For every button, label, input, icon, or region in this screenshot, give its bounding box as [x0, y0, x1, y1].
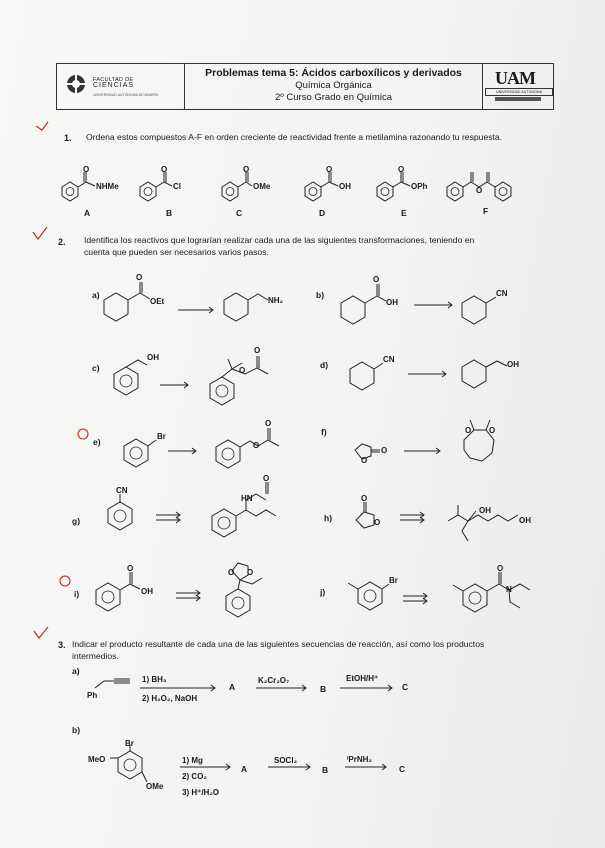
q2-item-g-label: g): [72, 516, 81, 526]
q3-number: 3.: [58, 640, 66, 650]
q2g-carbonyl-o: O: [263, 474, 270, 483]
compound-c-label: C: [236, 208, 243, 218]
q2g-start-group: CN: [116, 486, 128, 495]
q2-item-i-label: i): [74, 589, 80, 599]
q2-item-h-label: h): [324, 513, 333, 523]
q3a-product-c: C: [402, 682, 409, 692]
q2i-start-group: OH: [141, 587, 153, 596]
compound-a-label: A: [84, 208, 91, 218]
q2j-start-group: Br: [389, 576, 398, 585]
q3b-product-c: C: [399, 764, 406, 774]
q2e-carbonyl-o: O: [265, 419, 272, 428]
compound-f-group: O: [476, 186, 483, 195]
q2h-ring-o: O: [374, 518, 381, 527]
compound-c-carbonyl-o: O: [243, 165, 250, 174]
q3b-intermediate-a: A: [241, 764, 248, 774]
compound-c-group: OMe: [253, 182, 271, 191]
q2b-start-group: OH: [386, 298, 398, 307]
q3-text-line2: intermedios.: [72, 651, 119, 661]
q2e-start-group: Br: [157, 432, 166, 441]
compound-b-carbonyl-o: O: [161, 165, 168, 174]
q2b-carbonyl-o: O: [373, 275, 380, 284]
compound-d-label: D: [319, 208, 326, 218]
document-subtitle: Química Orgánica: [295, 80, 372, 91]
q2c-carbonyl-o: O: [254, 346, 261, 355]
q3b-step1-line3: 3) H⁺/H₂O: [182, 788, 220, 797]
q3a-intermediate-b: B: [320, 684, 327, 694]
q3b-label: b): [72, 725, 81, 735]
q2a-start-group: OEt: [150, 297, 165, 306]
q2f-carbonyl-o: O: [381, 446, 388, 455]
compound-f-label: F: [483, 206, 489, 216]
q3b-sub-ome: OMe: [146, 782, 164, 791]
document-title: Problemas tema 5: Ácidos carboxílicos y derivados: [205, 67, 462, 79]
q2h-product-group: OH: [479, 506, 491, 515]
university-name: UNIVERSIDAD AUTONOMA: [485, 88, 553, 96]
q3a-substituent: Ph: [87, 691, 98, 700]
q3b-step2: SOCl₂: [274, 756, 298, 765]
q3a-alkyne-structure: [95, 679, 130, 688]
q3b-intermediate-b: B: [322, 765, 329, 775]
q3a-arrow2: [256, 685, 306, 691]
q2f-product-o1: O: [465, 426, 472, 435]
document-course: 2º Curso Grado en Química: [275, 92, 392, 103]
q2-item-c-label: c): [92, 363, 100, 373]
compound-e-label: E: [401, 208, 407, 218]
q2-text-line2: cuenta que pueden ser necesarios varios pasos.: [84, 247, 269, 257]
q3-text-line1: Indicar el producto resultante de cada una de las siguientes secuencias de reacción, así como los productos: [72, 639, 485, 649]
q3b-aryl-bromide-structure: [110, 745, 147, 782]
faculty-tagline: UNIVERSIDAD AUTÓNOMA DE MADRID: [93, 93, 159, 97]
q2j-product-group: N: [506, 585, 512, 594]
q2-text-line1: Identifica los reactivos que lograrían realizar cada una de las siguientes transformaciones, teniendo en: [84, 235, 475, 245]
q3a-step1-line1: 1) BH₃: [142, 675, 167, 684]
q3b-step1-line2: 2) CO₂: [182, 772, 207, 781]
q2-item-d-label: d): [320, 360, 329, 370]
q2h-product-group2: OH: [519, 516, 531, 525]
compound-d-group: OH: [339, 182, 351, 191]
uam-logo: UAM: [495, 68, 535, 88]
q3b-arrow3: [345, 764, 386, 770]
q2e-ether-o: O: [253, 441, 260, 450]
q3b-arrow2: [268, 764, 310, 770]
faculty-line1: FACULTAD DE: [93, 77, 134, 83]
q2i-dioxolane-o1: O: [228, 568, 235, 577]
q2c-start-group: OH: [147, 353, 159, 362]
q2f-product-o2: O: [489, 426, 496, 435]
q2d-product-group: OH: [507, 360, 519, 369]
q2-item-j-label: j): [320, 587, 326, 597]
q3b-step1-line1: 1) Mg: [182, 756, 203, 765]
q3b-step3: ⁱPrNH₂: [347, 755, 372, 764]
q2h-carbonyl-o: O: [361, 494, 368, 503]
q2a-product-group: NH₂: [268, 296, 284, 305]
q3b-arrow1: [180, 764, 230, 770]
q2i-dioxolane-o2: O: [247, 568, 254, 577]
q2j-carbonyl-o: O: [497, 564, 504, 573]
q3a-label: a): [72, 666, 80, 676]
q3a-step2: K₂Cr₂O₇: [258, 676, 290, 685]
q2-item-f-label: f): [321, 427, 327, 437]
q3b-sub-meo: MeO: [88, 755, 106, 764]
q2i-carbonyl-o: O: [127, 564, 134, 573]
compound-e-group: OPh: [411, 182, 428, 191]
compound-a-group: NHMe: [96, 182, 119, 191]
faculty-line2: CIENCIAS: [93, 82, 135, 89]
q2-number: 2.: [58, 237, 66, 247]
compound-a-carbonyl-o: O: [83, 165, 90, 174]
compound-b-label: B: [166, 208, 173, 218]
q2-item-b-label: b): [316, 290, 325, 300]
q3b-sub-br: Br: [125, 739, 134, 748]
q3a-step3: EtOH/H⁺: [346, 674, 379, 683]
q2g-product-group: HN: [241, 494, 253, 503]
q2-item-a-label: a): [92, 290, 100, 300]
q2f-ring-o: O: [361, 456, 368, 465]
q2-item-e-label: e): [93, 437, 101, 447]
q2c-ether-o: O: [239, 366, 246, 375]
q2a-carbonyl-o: O: [136, 273, 143, 282]
compound-e-carbonyl-o: O: [398, 165, 405, 174]
q3a-arrow1: [140, 685, 215, 691]
q1-text: Ordena estos compuestos A-F en orden creciente de reactividad frente a metilamina razonando tu respuesta.: [86, 132, 503, 142]
compound-b-group: Cl: [173, 182, 181, 191]
q2b-product-group: CN: [496, 289, 508, 298]
compound-d-carbonyl-o: O: [326, 165, 333, 174]
q3a-arrow3: [340, 685, 392, 691]
q2d-start-group: CN: [383, 355, 395, 364]
q1-number: 1.: [64, 133, 72, 143]
q3a-step1-line2: 2) H₂O₂, NaOH: [142, 694, 198, 703]
q3a-intermediate-a: A: [229, 682, 236, 692]
